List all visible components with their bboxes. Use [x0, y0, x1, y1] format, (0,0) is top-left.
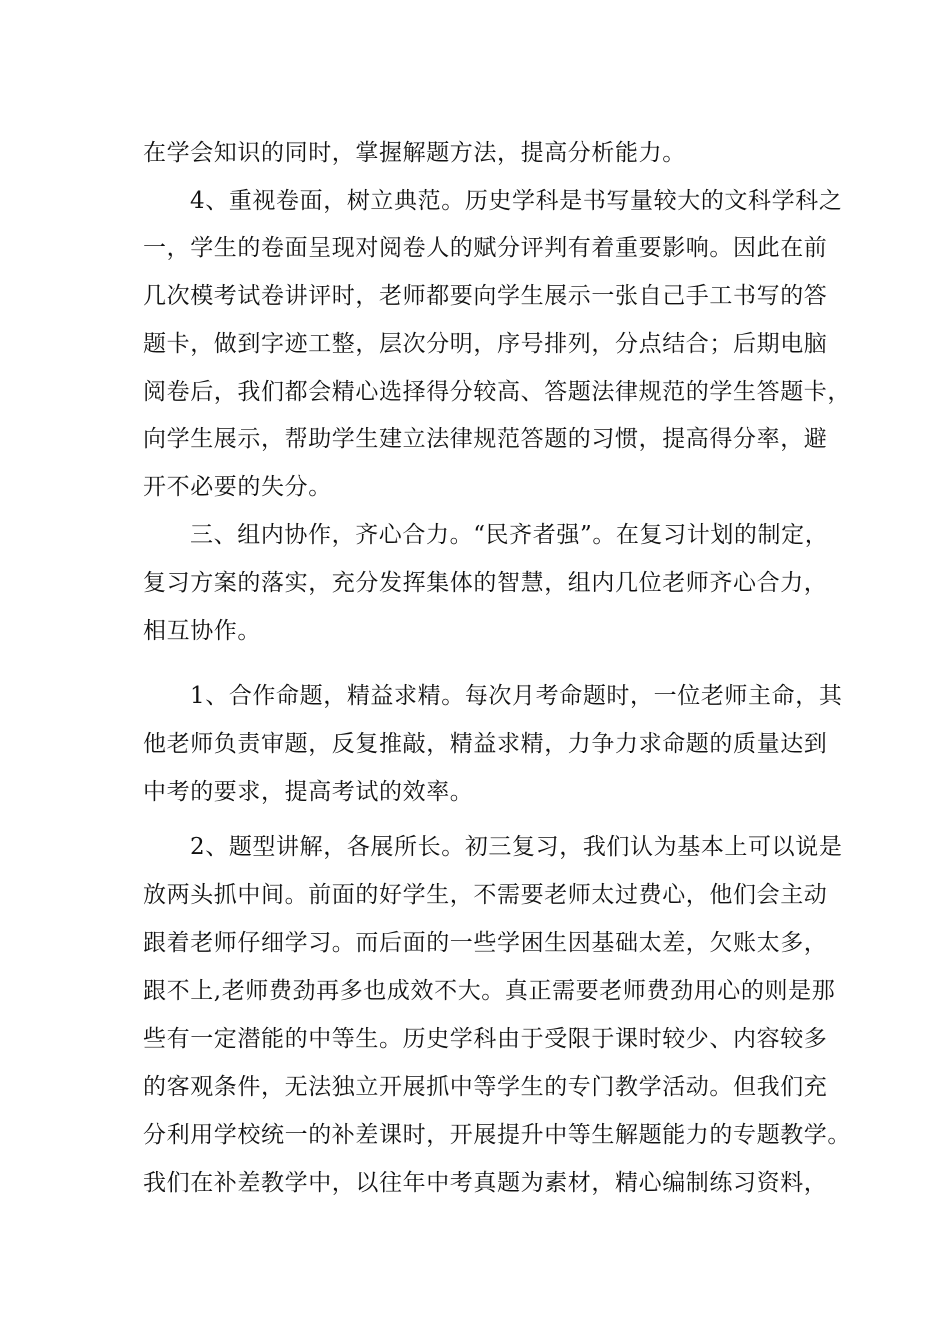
paragraph-line: 跟不上,老师费劲再多也成效不大。真正需要老师费劲用心的则是那 [143, 978, 836, 1004]
paragraph-first-line: 4、重视卷面，树立典范。历史学科是书写量较大的文科学科之 [190, 188, 843, 214]
paragraph-line: 中考的要求，提高考试的效率。 [143, 779, 474, 805]
paragraph-line: 放两头抓中间。前面的好学生，不需要老师太过费心，他们会主动 [143, 882, 828, 908]
paragraph-line: 题卡，做到字迹工整，层次分明，序号排列，分点结合；后期电脑 [143, 331, 828, 357]
paragraph-line: 的客观条件，无法独立开展抓中等学生的专门教学活动。但我们充 [143, 1074, 828, 1100]
paragraph-line: 我们在补差教学中，以往年中考真题为素材，精心编制练习资料， [143, 1170, 828, 1196]
paragraph-line: 分利用学校统一的补差课时，开展提升中等生解题能力的专题教学。 [143, 1122, 851, 1148]
paragraph-line: 一，学生的卷面呈现对阅卷人的赋分评判有着重要影响。因此在前 [143, 235, 828, 261]
paragraph-line: 开不必要的失分。 [143, 474, 332, 500]
paragraph-line: 他老师负责审题，反复推敲，精益求精，力争力求命题的质量达到 [143, 731, 828, 757]
paragraph-line: 在学会知识的同时，掌握解题方法，提高分析能力。 [143, 140, 686, 166]
paragraph-line: 跟着老师仔细学习。而后面的一些学困生因基础太差，欠账太多， [143, 930, 828, 956]
paragraph-line: 向学生展示，帮助学生建立法律规范答题的习惯，提高得分率，避 [143, 426, 828, 452]
paragraph-line: 阅卷后，我们都会精心选择得分较高、答题法律规范的学生答题卡， [143, 379, 851, 405]
paragraph-first-line: 1、合作命题，精益求精。每次月考命题时，一位老师主命，其 [190, 683, 843, 709]
paragraph-first-line: 三、组内协作，齐心合力。“民齐者强”。在复习计划的制定， [190, 522, 829, 548]
paragraph-line: 几次模考试卷讲评时，老师都要向学生展示一张自己手工书写的答 [143, 283, 828, 309]
paragraph-line: 些有一定潜能的中等生。历史学科由于受限于课时较少、内容较多 [143, 1026, 828, 1052]
paragraph-line: 复习方案的落实，充分发挥集体的智慧，组内几位老师齐心合力， [143, 570, 828, 596]
paragraph-first-line: 2、题型讲解，各展所长。初三复习，我们认为基本上可以说是 [190, 834, 843, 860]
paragraph-line: 相互协作。 [143, 618, 261, 644]
